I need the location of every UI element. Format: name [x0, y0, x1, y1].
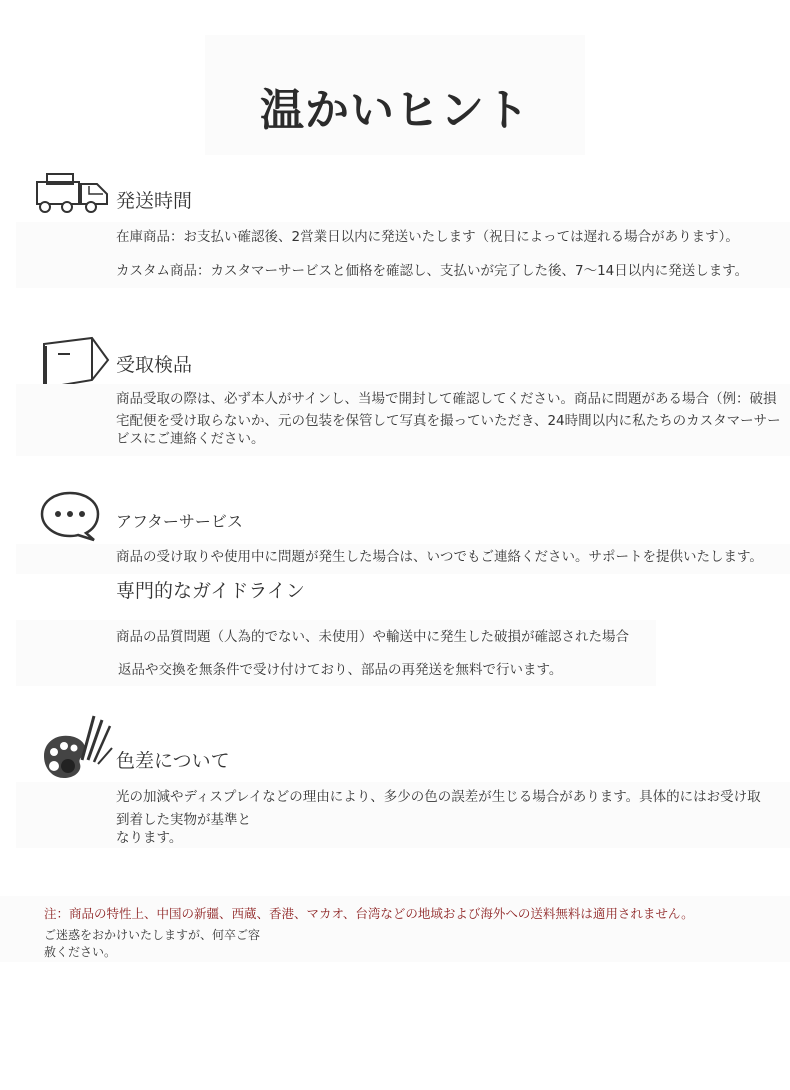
- color-line-2: 到着した実物が基準と: [116, 812, 251, 828]
- guideline-heading: 専門的なガイドライン: [116, 580, 305, 602]
- receiving-line-3: ビスにご連絡ください。: [116, 431, 265, 447]
- apology-note: ご迷惑をおかけいたしますが、何卒ご容赦ください。: [44, 928, 261, 959]
- receiving-heading: 受取検品: [116, 354, 193, 376]
- after-service-heading: アフターサービス: [116, 512, 243, 531]
- guideline-line-2: 返品や交換を無条件で受け付けており、部品の再発送を無料で行います。: [118, 662, 563, 678]
- receiving-line-2: 宅配便を受け取らないか、元の包装を保管して写真を撮っていただき、24時間以内に私たちのカスタマーサー: [116, 413, 781, 429]
- truck-icon: [33, 170, 113, 218]
- shipping-heading: 発送時間: [116, 190, 193, 212]
- chat-bubble-icon: [40, 490, 102, 542]
- page-title: 温かいヒント: [260, 85, 530, 136]
- color-heading: 色差について: [116, 750, 230, 772]
- shipping-line-1: 在庫商品：お支払い確認後、2営業日以内に発送いたします（祝日によっては遅れる場合があります）。: [116, 229, 739, 245]
- color-line-1: 光の加減やディスプレイなどの理由により、多少の色の誤差が生じる場合があります。具体的にはお受け取: [116, 789, 761, 805]
- color-line-3: なります。: [116, 830, 183, 846]
- guideline-line-1: 商品の品質問題（人為的でない、未使用）や輸送中に発生した破損が確認された場合: [116, 629, 629, 645]
- shipping-exclusion-note: 注：商品の特性上、中国の新疆、西蔵、香港、マカオ、台湾などの地域および海外への送料無料は適用されません。: [44, 906, 694, 921]
- paint-palette-icon: [40, 712, 116, 782]
- receiving-line-1: 商品受取の際は、必ず本人がサインし、当場で開封して確認してください。商品に問題がある場合（例：破損: [116, 391, 777, 407]
- shipping-line-2: カスタム商品：カスタマーサービスと価格を確認し、支払いが完了した後、7〜14日以内に発送します。: [116, 263, 749, 279]
- after-service-line: 商品の受け取りや使用中に問題が発生した場合は、いつでもご連絡ください。サポートを提供いたします。: [116, 549, 763, 565]
